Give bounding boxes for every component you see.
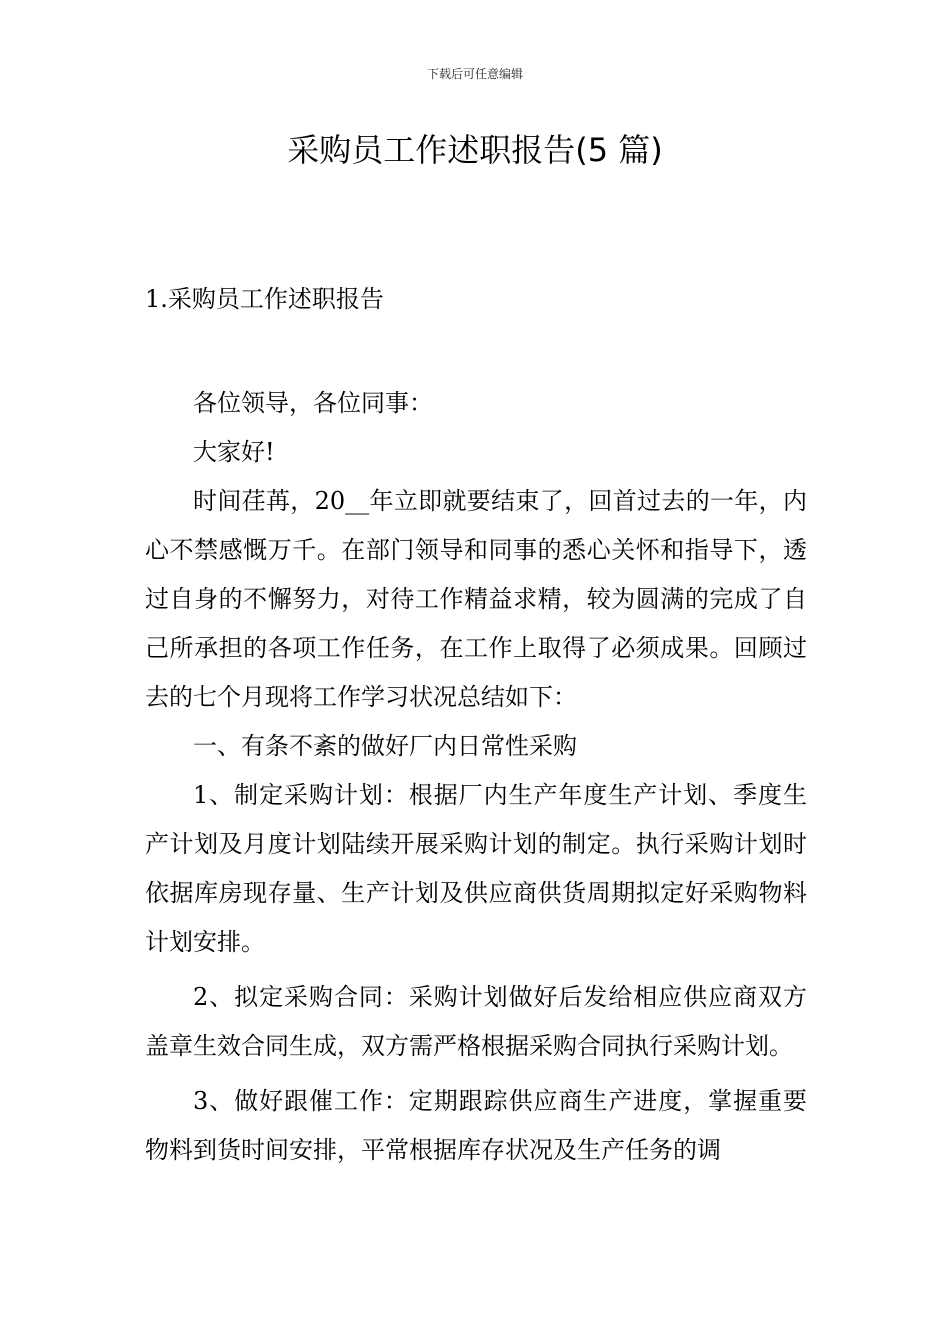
document-title: 采购员工作述职报告(5 篇) (287, 131, 663, 169)
item-3-paragraph: 3、做好跟催工作：定期跟踪供应商生产进度，掌握重要物料到货时间安排，平常根据库存状况及生产任务的调 (145, 1087, 807, 1164)
item-2-paragraph: 2、拟定采购合同：采购计划做好后发给相应供应商双方盖章生效合同生成，双方需严格根据采购合同执行采购计划。 (145, 983, 807, 1060)
section-heading: 1.采购员工作述职报告 (145, 285, 384, 313)
item-1-paragraph: 1、制定采购计划：根据厂内生产年度生产计划、季度生产计划及月度计划陆续开展采购计划的制定。执行采购计划时依据库房现存量、生产计划及供应商供货周期拟定好采购物料计划安排。 (145, 781, 807, 956)
subheading-paragraph: 一、有条不紊的做好厂内日常性采购 (193, 732, 577, 760)
salutation-paragraph: 大家好! (193, 438, 275, 466)
document-body (145, 379, 807, 1175)
header-note: 下载后可任意编辑 (426, 67, 523, 81)
greeting-paragraph: 各位领导，各位同事： (193, 389, 433, 417)
intro-paragraph: 时间荏苒，20__年立即就要结束了，回首过去的一年，内心不禁感慨万千。在部门领导和同事的悉心关怀和指导下，透过自身的不懈努力，对待工作精益求精，较为圆满的完成了自己所承担的各项工作任务，在工作上取得了必须成果。回顾过去的七个月现将工作学习状况总结如下： (145, 487, 807, 711)
